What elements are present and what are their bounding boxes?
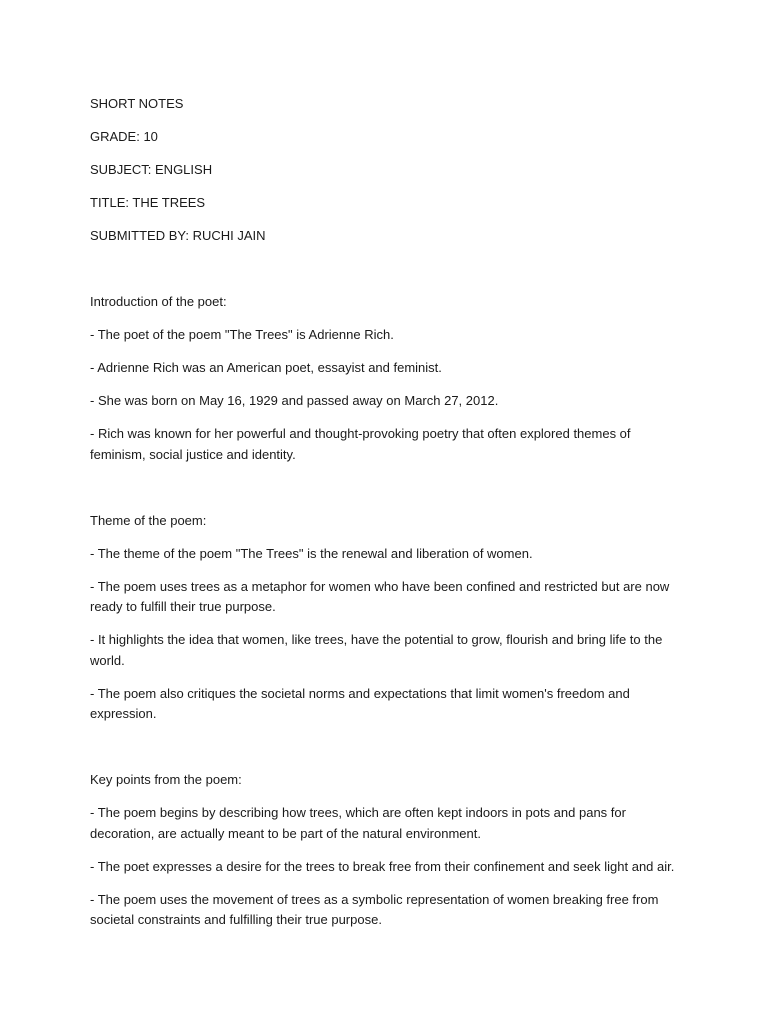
bullet-point: - The poem uses the movement of trees as a symbolic representation of women breaking free from societal constraints and fulfilling their true purpose.	[90, 891, 659, 927]
bullet-point: - She was born on May 16, 1929 and passed away on March 27, 2012.	[90, 393, 499, 408]
header-subject: SUBJECT: ENGLISH	[90, 162, 213, 177]
bullet-point: - The theme of the poem "The Trees" is the renewal and liberation of women.	[90, 545, 533, 561]
header-grade: GRADE: 10	[90, 129, 158, 144]
bullet-point: - The poet expresses a desire for the trees to break free from their confinement and seek light and air.	[90, 858, 675, 874]
document-header	[90, 94, 680, 247]
header-doc-type: SHORT NOTES	[90, 96, 184, 111]
section-theme	[90, 511, 680, 725]
section-introduction	[90, 292, 680, 465]
section-heading: Key points from the poem:	[90, 772, 242, 787]
section-spacer	[90, 259, 680, 292]
document-page	[90, 94, 680, 943]
bullet-point: - The poet of the poem "The Trees" is Adrienne Rich.	[90, 327, 394, 342]
section-spacer	[90, 478, 680, 511]
section-key-points	[90, 770, 680, 931]
header-title: TITLE: THE TREES	[90, 195, 206, 210]
bullet-point: - Rich was known for her powerful and thought-provoking poetry that often explored themes of feminism, social justice and identity.	[90, 426, 631, 462]
section-heading: Theme of the poem:	[90, 512, 207, 528]
section-spacer	[90, 737, 680, 770]
bullet-point: - The poem also critiques the societal norms and expectations that limit women's freedom and expression.	[90, 685, 630, 721]
bullet-point: - It highlights the idea that women, like trees, have the potential to grow, flourish and bring life to the world.	[90, 632, 663, 668]
header-submitted-by: SUBMITTED BY: RUCHI JAIN	[90, 228, 266, 243]
bullet-point: - Adrienne Rich was an American poet, essayist and feminist.	[90, 360, 442, 375]
bullet-point: - The poem begins by describing how trees, which are often kept indoors in pots and pans for decoration, are actually meant to be part of the natural environment.	[90, 805, 626, 841]
bullet-point: - The poem uses trees as a metaphor for women who have been confined and restricted but are now ready to fulfill their true purpose.	[90, 578, 670, 614]
section-heading: Introduction of the poet:	[90, 294, 227, 309]
